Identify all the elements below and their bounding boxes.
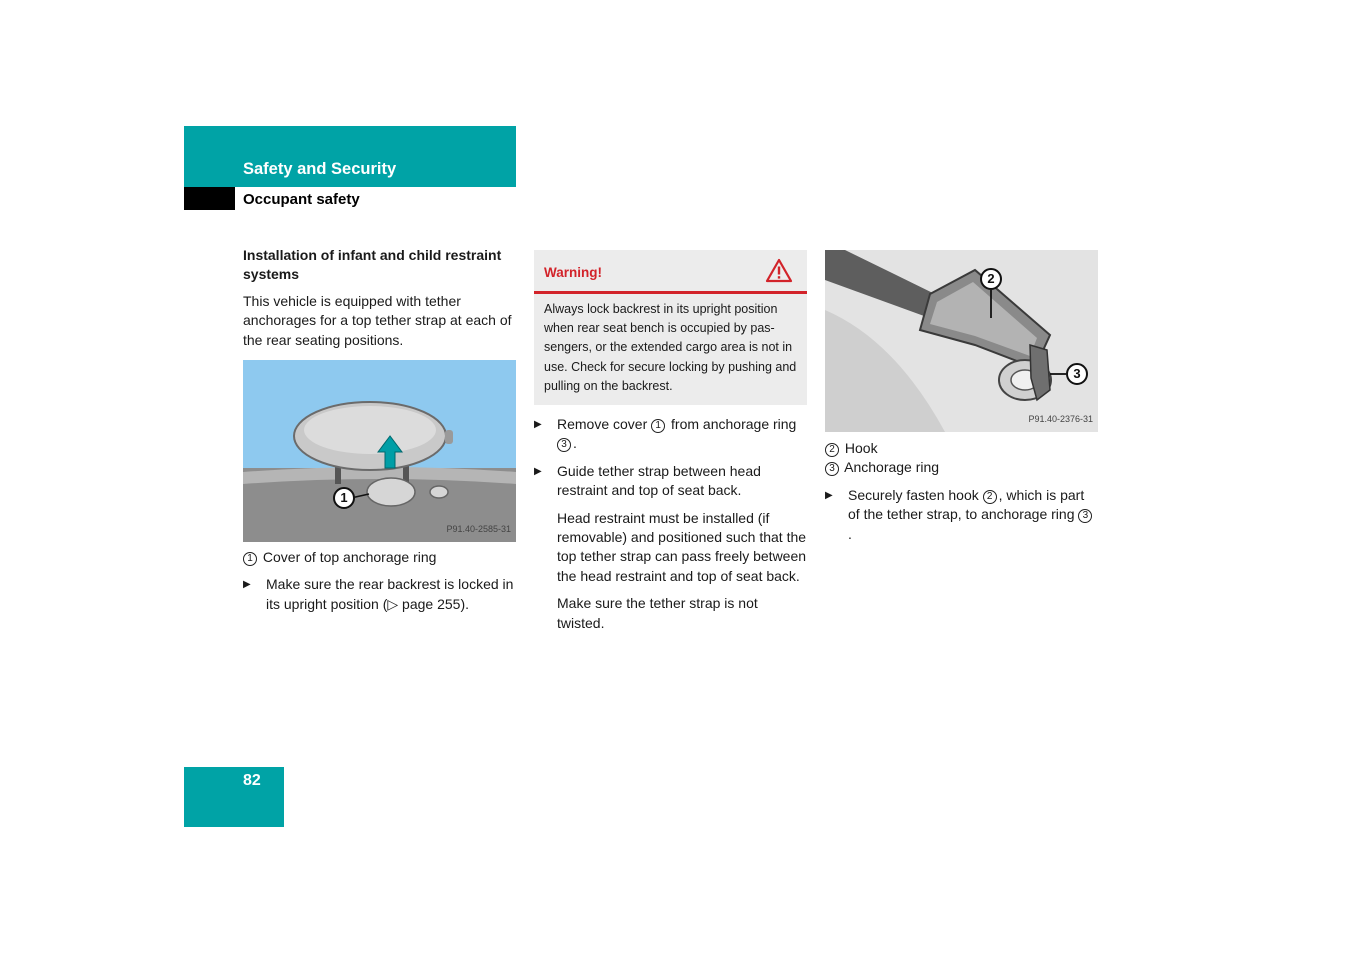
legend-item <box>825 439 1098 458</box>
triangle-right-bullet-icon: ▶ <box>825 489 833 501</box>
tether-hook-figure <box>825 250 1098 432</box>
head-restraint-figure <box>243 360 516 542</box>
callout-number: 3 <box>825 462 839 476</box>
legend-text: Anchorage ring <box>844 459 940 476</box>
triangle-right-bullet-icon: ▶ <box>243 579 251 591</box>
page-number-tab <box>184 767 284 827</box>
legend-item <box>825 458 1098 477</box>
section-title: Safety and Security <box>243 160 397 178</box>
legend-text: Hook <box>844 440 878 456</box>
step-text-mid: , which is part of the tether strap, to anchorage ring <box>848 486 1085 523</box>
warning-box <box>534 250 807 405</box>
column-right <box>825 250 1098 544</box>
instruction-step <box>243 575 516 614</box>
legend-item <box>243 548 516 567</box>
step-text-post: . <box>848 525 852 542</box>
callout-number: 3 <box>1078 509 1092 523</box>
head-restraint-illustration <box>243 360 516 542</box>
warning-header <box>534 250 807 294</box>
step-text-post: . <box>573 435 577 452</box>
instruction-step <box>534 415 807 454</box>
instruction-step <box>534 462 807 501</box>
step-note: Make sure the tether strap is not twisted. <box>557 595 758 631</box>
instruction-step <box>825 486 1098 544</box>
warning-text: Always lock backrest in its upright position when rear seat bench is occupied by pas-sengers, or the extended cargo area is not in use. Check for secure locking by pushing and pulling on the backrest. <box>544 302 797 393</box>
step-text-pre: Remove cover <box>557 416 648 433</box>
step-text: Make sure the rear backrest is locked in its upright position (▷ page 255). <box>266 576 514 612</box>
section-heading: Installation of infant and child restraint systems <box>243 247 502 283</box>
step-note: Head restraint must be installed (if removable) and positioned such that the top tether strap can pass freely between the head restraint and top of seat back. <box>557 509 807 584</box>
subsection-title: Occupant safety <box>243 191 360 208</box>
callout-number: 1 <box>243 552 257 566</box>
triangle-right-bullet-icon: ▶ <box>534 419 542 431</box>
callout-number: 1 <box>651 419 665 433</box>
triangle-right-bullet-icon: ▶ <box>534 465 542 477</box>
callout-2: 2 <box>980 268 1002 290</box>
column-middle <box>534 250 807 633</box>
step-text: Guide tether strap between head restraint and top of seat back. <box>557 462 761 499</box>
figure-code: P91.40-2585-31 <box>446 523 511 534</box>
column-left <box>243 246 516 614</box>
figure-code: P91.40-2376-31 <box>1028 413 1093 424</box>
callout-number: 2 <box>983 490 997 504</box>
tether-hook-illustration <box>825 250 1098 432</box>
step-text-pre: Securely fasten hook <box>848 486 979 503</box>
warning-triangle-icon <box>765 258 793 283</box>
callout-number: 2 <box>825 443 839 457</box>
callout-1: 1 <box>333 487 355 509</box>
step-text-mid: from anchorage ring <box>671 416 797 433</box>
intro-paragraph: This vehicle is equipped with tether anchorages for a top tether strap at each of the rear seating positions. <box>243 292 512 348</box>
legend-text: Cover of top anchorage ring <box>262 549 437 566</box>
callout-3: 3 <box>1066 363 1088 385</box>
callout-number: 3 <box>557 438 571 452</box>
warning-title: Warning! <box>544 265 602 280</box>
section-marker <box>184 187 235 210</box>
page-number: 82 <box>243 772 261 789</box>
